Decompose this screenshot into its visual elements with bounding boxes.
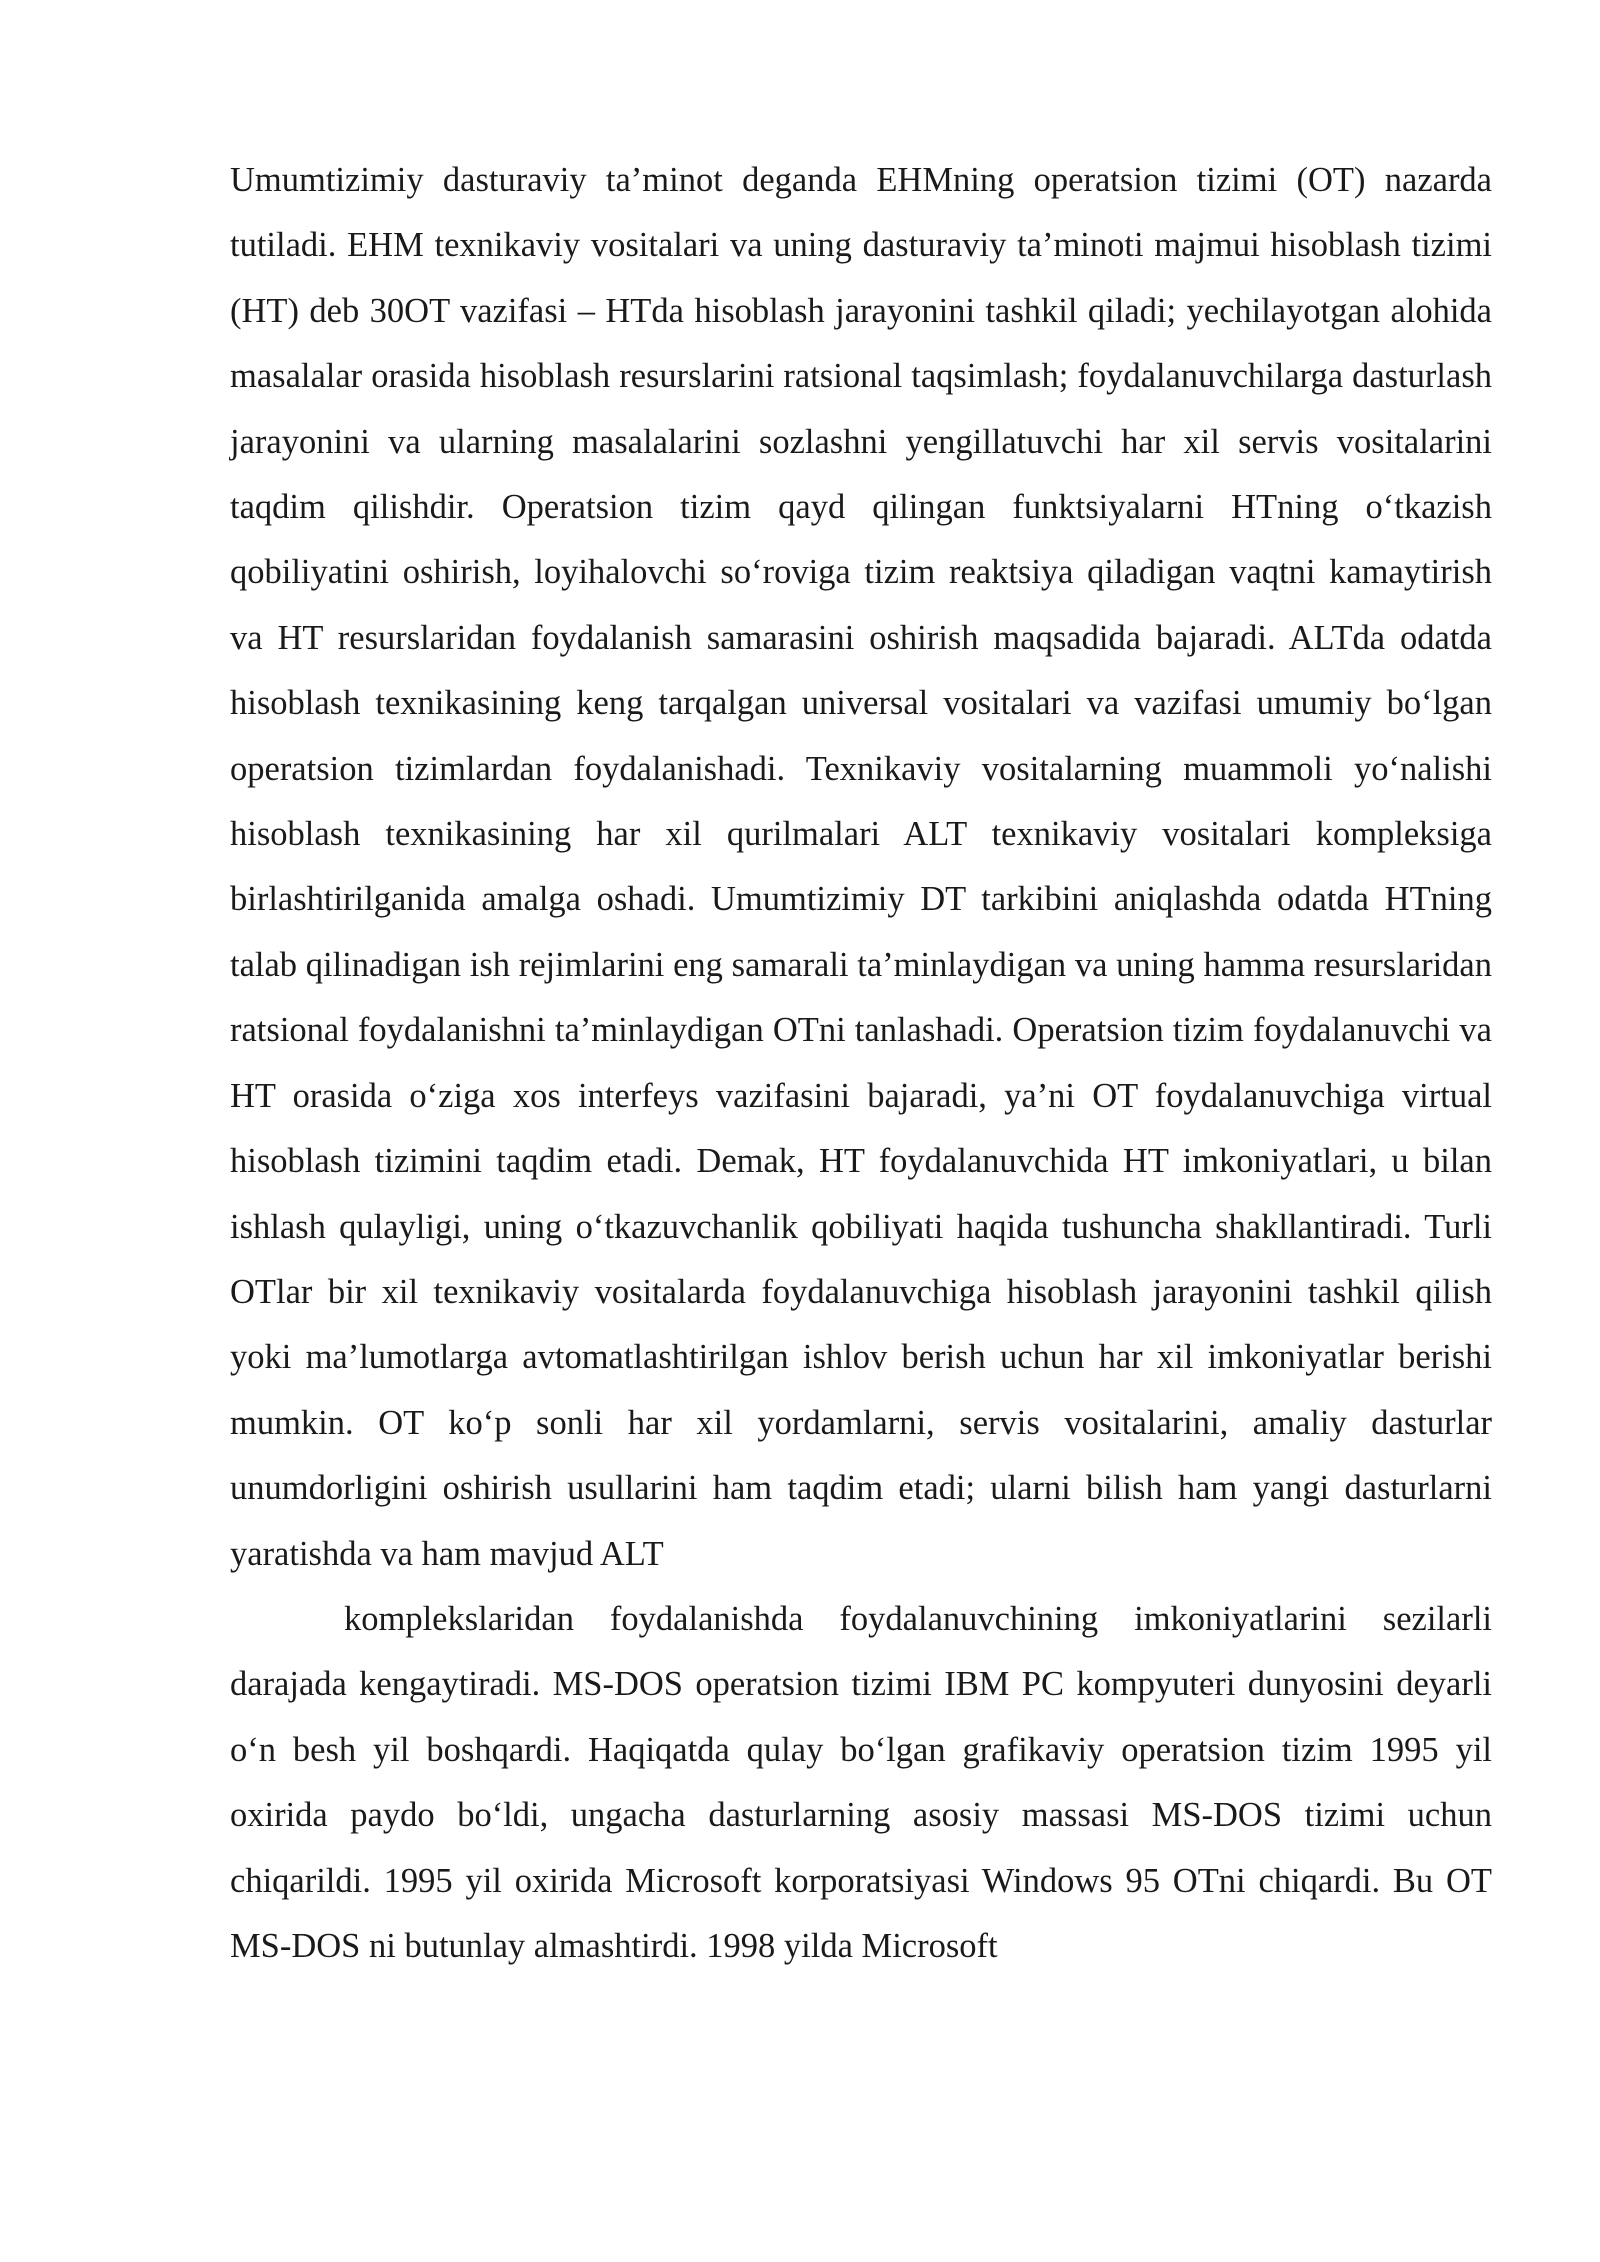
paragraph-1: Umumtizimiy dasturaviy ta’minot deganda EHMning operatsion tizimi (OT) nazarda tutiladi. EHM texnikaviy vositalari va uning dasturaviy ta’minoti majmui hisoblash tizimi (HT) deb 30OT vazifasi – HTda hisoblash jarayonini tashkil qiladi; yechilayotgan alohida masalalar orasida hisoblash resurslarini ratsional taqsimlash; foydalanuvchilarga dasturlash jarayonini va ularning masalalarini sozlashni yengillatuvchi har xil servis vositalarini taqdim qilishdir. Operatsion tizim qayd qilingan funktsiyalarni HTning o‘tkazish qobiliyatini oshirish, loyihalovchi so‘roviga tizim reaktsiya qiladigan vaqtni kamaytirish va HT resurslaridan foydalanish samarasini oshirish maqsadida bajaradi. ALTda odatda hisoblash texnikasining keng tarqalgan universal vositalari va vazifasi umumiy bo‘lgan operatsion tizimlardan foydalanishadi. Texnikaviy vositalarning muammoli yo‘nalishi hisoblash texnikasining har xil qurilmalari ALT texnikaviy vositalari kompleksiga birlashtirilganida amalga oshadi. Umumtizimiy DT tarkibini aniqlashda odatda HTning talab qilinadigan ish rejimlarini eng samarali ta’minlaydigan va uning hamma resurslaridan ratsional foydalanishni ta’minlaydigan OTni tanlashadi. Operatsion tizim foydalanuvchi va HT orasida o‘ziga xos interfeys vazifasini bajaradi, ya’ni OT foydalanuvchiga virtual hisoblash tizimini taqdim etadi. Demak, HT foydalanuvchida HT imkoniyatlari, u bilan ishlash qulayligi, uning o‘tkazuvchanlik qobiliyati haqida tushuncha shakllantiradi. Turli OTlar bir xil texnikaviy vositalarda foydalanuvchiga hisoblash jarayonini tashkil qilish yoki ma’lumotlarga avtomatlashtirilgan ishlov berish uchun har xil imkoniyatlar berishi mumkin. OT ko‘p sonli har xil yordamlarni, servis vositalarini, amaliy dasturlar unumdorligini oshirish usullarini ham taqdim etadi; ularni bilish ham yangi dasturlarni yaratishda va ham mavjud ALT bbox=[230, 161, 1492, 1573]
paragraph-2: komplekslaridan foydalanishda foydalanuvchining imkoniyatlarini sezilarli darajada kengaytiradi. MS-DOS operatsion tizimi IBM PC kompyuteri dunyosini deyarli o‘n besh yil boshqardi. Haqiqatda qulay bo‘lgan grafikaviy operatsion tizim 1995 yil oxirida paydo bo‘ldi, ungacha dasturlarning asosiy massasi MS-DOS tizimi uchun chiqarildi. 1995 yil oxirida Microsoft korporatsiyasi Windows 95 OTni chiqardi. Bu OT MS-DOS ni butunlay almashtirdi. 1998 yilda Microsoft bbox=[230, 1599, 1492, 1965]
body-text bbox=[230, 148, 1492, 1979]
